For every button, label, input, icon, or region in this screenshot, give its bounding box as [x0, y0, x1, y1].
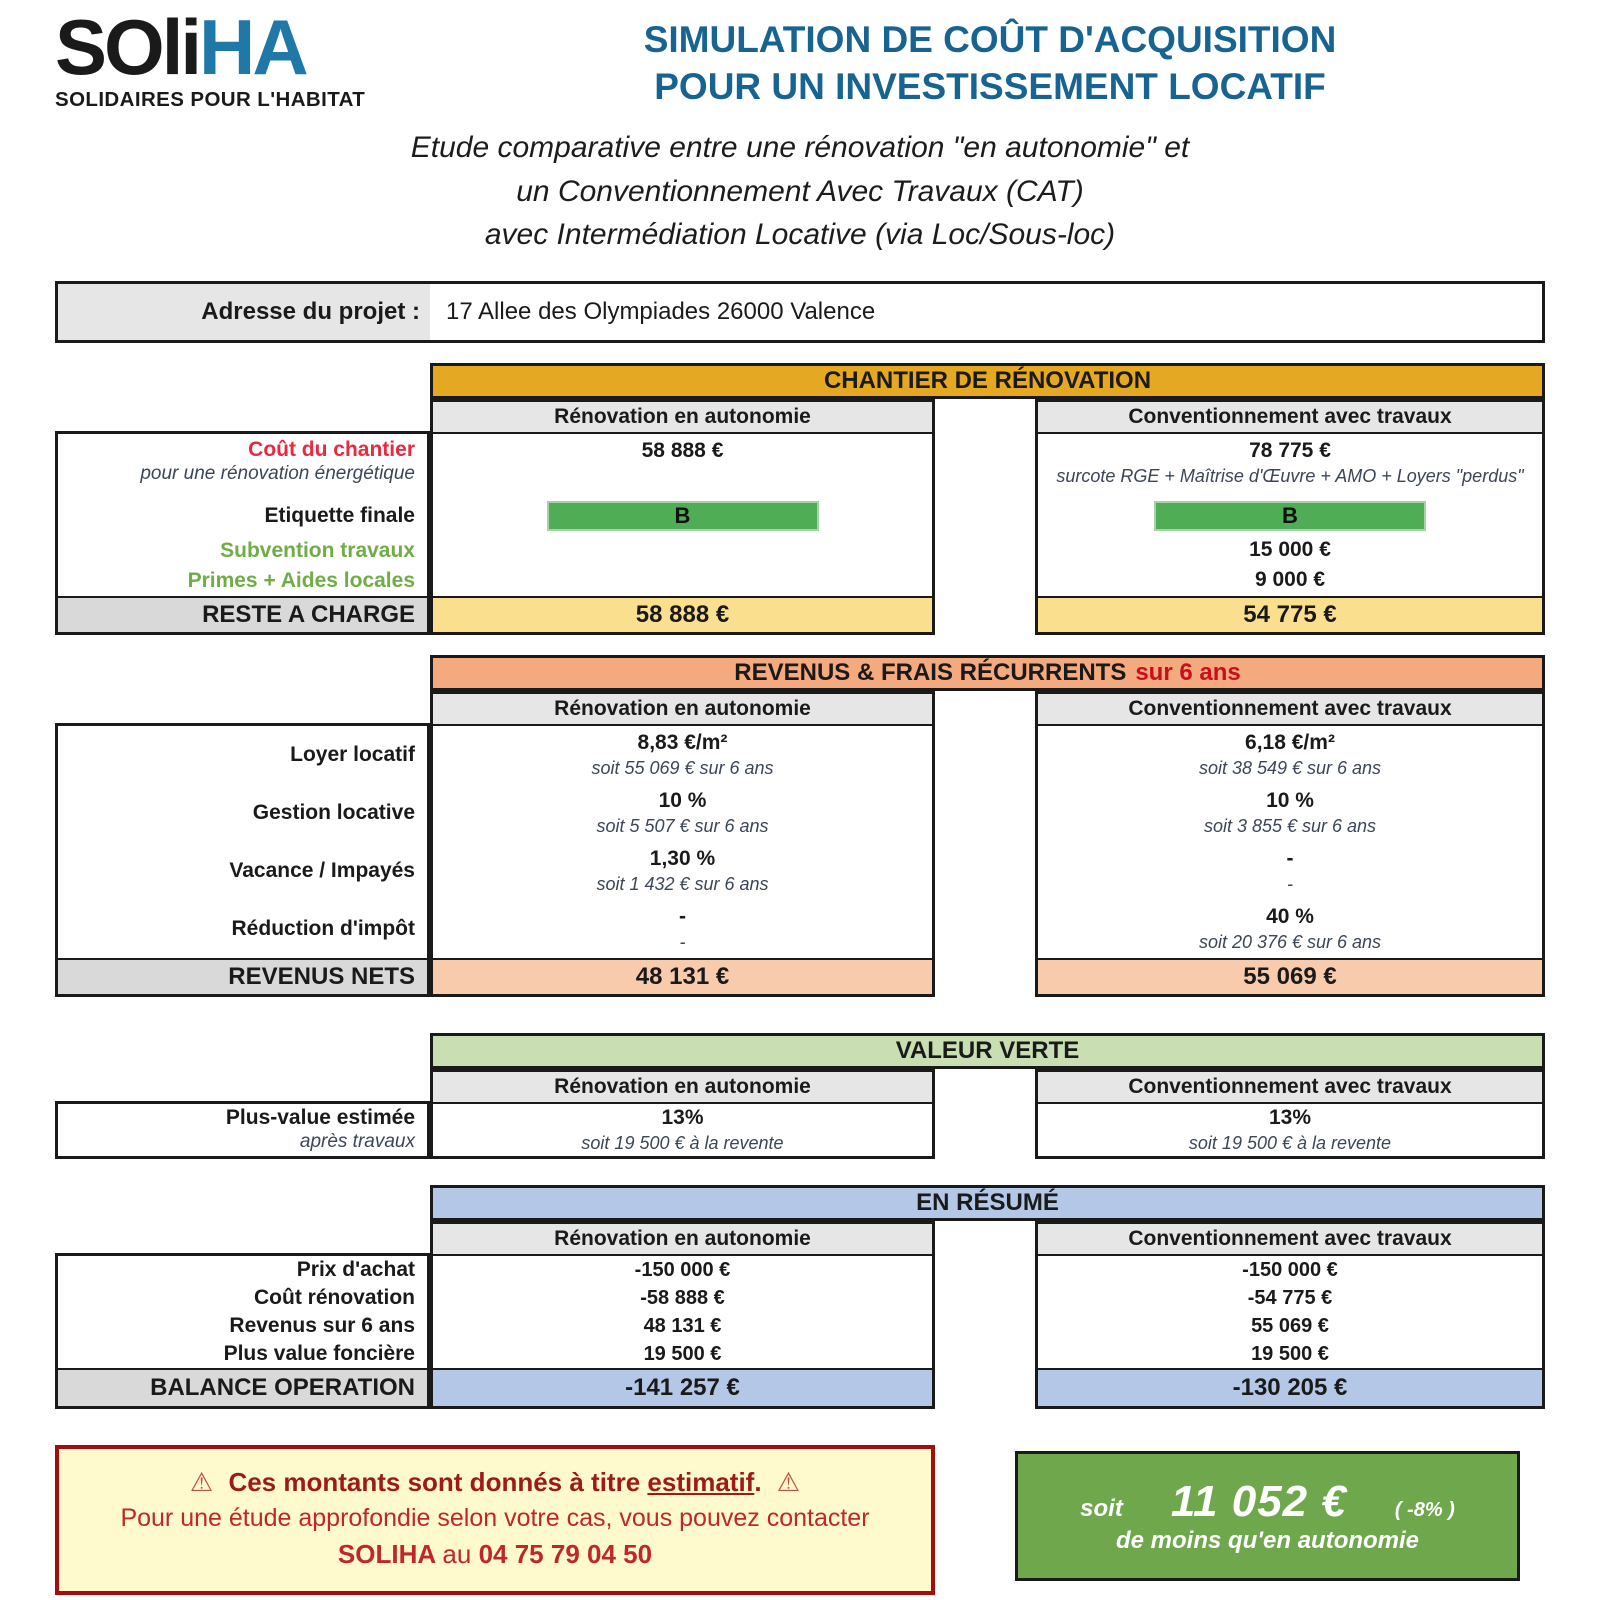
primes-conventionnement-row [1038, 566, 1542, 596]
loyer-conventionnement-row [1038, 726, 1542, 784]
cout-renovation-conventionnement-row [1038, 1284, 1542, 1312]
revenus-nets-label: REVENUS NETS [58, 958, 427, 994]
cout-value-conventionnement: 78 775 € [1249, 438, 1331, 462]
revenus-6ans-autonomie-row [433, 1312, 932, 1340]
cout-renovation-conventionnement: -54 775 € [1247, 1286, 1333, 1309]
warning-icon-right: ⚠ [776, 1466, 801, 1497]
plus-value-fonciere-autonomie-row [433, 1340, 932, 1368]
prix-achat-conventionnement: -150 000 € [1242, 1258, 1338, 1281]
logo-text-black: SOli [55, 3, 200, 91]
subvention-value: 15 000 € [1249, 538, 1331, 562]
document-header [55, 3, 1545, 112]
cout-chantier-label: Coût du chantier [248, 437, 415, 461]
impot-conventionnement-row [1038, 900, 1542, 958]
bottom-row [55, 1445, 1545, 1595]
impot-label-row [58, 900, 427, 958]
primes-label-row [58, 566, 427, 596]
gestion-autonomie-row [433, 784, 932, 842]
section-revenus-header [430, 655, 1545, 691]
plus-value-autonomie-value: 13% [661, 1105, 704, 1129]
resume-col-autonomie [430, 1221, 935, 1409]
gestion-autonomie-value: 10 % [658, 788, 707, 812]
title-line-2: POUR UN INVESTISSEMENT LOCATIF [654, 66, 1326, 108]
impot-autonomie-note: - [679, 932, 686, 953]
section-valeur-header [430, 1033, 1545, 1069]
chantier-col-autonomie [430, 399, 935, 635]
balance-operation-autonomie: -141 257 € [433, 1368, 932, 1406]
logo-tagline: SOLIDAIRES POUR L'HABITAT [55, 88, 366, 112]
cout-renovation-label: Coût rénovation [254, 1286, 415, 1309]
subvention-autonomie-row [433, 536, 932, 566]
revenus-nets-autonomie: 48 131 € [433, 958, 932, 994]
col-header-conventionnement: Conventionnement avec travaux [1038, 402, 1542, 434]
project-address-box [55, 281, 1545, 343]
primes-autonomie-row [433, 566, 932, 596]
dpe-badge-conventionnement: B [1154, 501, 1426, 531]
vacance-label: Vacance / Impayés [229, 859, 415, 882]
subtitle-line-2: un Conventionnement Avec Travaux (CAT) [516, 174, 1084, 208]
disclaimer-mid: au [442, 1539, 472, 1570]
balance-operation-conventionnement: -130 205 € [1038, 1368, 1542, 1406]
prix-achat-label-row [58, 1256, 427, 1284]
disclaimer-phone: 04 75 79 04 50 [478, 1539, 653, 1570]
section-revenus-suffix: sur 6 ans [1135, 658, 1241, 686]
etiquette-label: Etiquette finale [264, 504, 415, 527]
plus-value-fonciere-conventionnement: 19 500 € [1251, 1342, 1329, 1365]
revenus-6ans-autonomie: 48 131 € [643, 1314, 722, 1337]
plus-value-fonciere-conventionnement-row [1038, 1340, 1542, 1368]
reste-a-charge-label: RESTE A CHARGE [58, 596, 427, 632]
savings-summary-box [1015, 1451, 1520, 1581]
col-header-autonomie-4: Rénovation en autonomie [433, 1224, 932, 1256]
plus-value-fonciere-autonomie: 19 500 € [643, 1342, 722, 1365]
col-header-conventionnement-4: Conventionnement avec travaux [1038, 1224, 1542, 1256]
plus-value-sublabel: après travaux [299, 1130, 415, 1152]
plus-value-conventionnement-note: soit 19 500 € à la revente [1188, 1133, 1392, 1154]
col-header-autonomie-2: Rénovation en autonomie [433, 694, 932, 726]
savings-prefix: soit [1080, 1494, 1123, 1522]
section-chantier-title: CHANTIER DE RÉNOVATION [823, 366, 1152, 394]
vacance-autonomie-value: 1,30 % [649, 846, 716, 870]
loyer-conventionnement-value: 6,18 €/m² [1245, 730, 1335, 754]
revenus-labels [55, 723, 430, 997]
gestion-conventionnement-row [1038, 784, 1542, 842]
col-header-autonomie: Rénovation en autonomie [433, 402, 932, 434]
savings-line-2: de moins qu'en autonomie [1115, 1526, 1420, 1554]
subvention-label: Subvention travaux [220, 539, 415, 562]
vacance-label-row [58, 842, 427, 900]
balance-operation-label: BALANCE OPERATION [58, 1368, 427, 1406]
plus-value-label: Plus-value estimée [225, 1105, 415, 1129]
loyer-conventionnement-note: soit 38 549 € sur 6 ans [1198, 758, 1382, 779]
page-title [435, 10, 1545, 111]
valeur-labels [55, 1101, 430, 1159]
disclaimer-line-3 [67, 1537, 923, 1572]
plus-value-autonomie-note: soit 19 500 € à la revente [581, 1133, 784, 1154]
disclaimer-period: . [754, 1466, 762, 1497]
col-header-autonomie-3: Rénovation en autonomie [433, 1072, 932, 1104]
section-resume-title: EN RÉSUMÉ [916, 1188, 1059, 1216]
logo-text-blue: HA [199, 3, 306, 91]
disclaimer-line-2: Pour une étude approfondie selon votre cas, vous pouvez contacter [120, 1503, 870, 1532]
revenus-6ans-label-row [58, 1312, 427, 1340]
section-revenus [55, 655, 1545, 997]
reste-a-charge-conventionnement: 54 775 € [1038, 596, 1542, 632]
primes-value: 9 000 € [1254, 568, 1326, 592]
section-valeur-title: VALEUR VERTE [895, 1036, 1080, 1064]
loyer-label: Loyer locatif [290, 743, 415, 766]
disclaimer-line-1 [67, 1465, 923, 1500]
title-line-1: SIMULATION DE COÛT D'ACQUISITION [643, 19, 1337, 60]
savings-amount: 11 052 € [1170, 1476, 1347, 1526]
gestion-label: Gestion locative [252, 801, 415, 824]
prix-achat-label: Prix d'achat [296, 1258, 415, 1281]
impot-autonomie-value: - [679, 904, 686, 928]
loyer-autonomie-note: soit 55 069 € sur 6 ans [591, 758, 774, 779]
address-value: 17 Allee des Olympiades 26000 Valence [430, 284, 1542, 340]
vacance-conventionnement-value: - [1286, 846, 1294, 870]
subtitle [55, 126, 1545, 257]
subvention-label-row [58, 536, 427, 566]
etiquette-conventionnement-row [1038, 496, 1542, 536]
section-chantier [55, 363, 1545, 635]
gestion-label-row [58, 784, 427, 842]
vacance-autonomie-note: soit 1 432 € sur 6 ans [596, 874, 769, 895]
soliha-logo [55, 3, 435, 112]
impot-autonomie-row [433, 900, 932, 958]
chantier-labels [55, 431, 430, 635]
savings-line-1 [1080, 1477, 1455, 1527]
soliha-logo-wordmark [55, 3, 435, 91]
col-header-conventionnement-3: Conventionnement avec travaux [1038, 1072, 1542, 1104]
revenus-6ans-conventionnement-row [1038, 1312, 1542, 1340]
section-resume [55, 1185, 1545, 1409]
subtitle-line-3: avec Intermédiation Locative (via Loc/Sous-loc) [484, 218, 1116, 252]
etiquette-autonomie-row [433, 496, 932, 536]
resume-col-conventionnement [1035, 1221, 1545, 1409]
revenus-nets-conventionnement: 55 069 € [1038, 958, 1542, 994]
disclaimer-text: Ces montants sont donnés à titre [228, 1466, 641, 1497]
etiquette-label-row [58, 496, 427, 536]
subtitle-line-1: Etude comparative entre une rénovation "en autonomie" et [410, 131, 1190, 165]
dpe-badge-autonomie: B [547, 501, 819, 531]
vacance-autonomie-row [433, 842, 932, 900]
plus-value-fonciere-label: Plus value foncière [223, 1342, 415, 1365]
gestion-conventionnement-value: 10 % [1266, 788, 1314, 812]
impot-conventionnement-note: soit 20 376 € sur 6 ans [1198, 932, 1382, 953]
cout-value-conventionnement-row [1038, 434, 1542, 496]
loyer-autonomie-row [433, 726, 932, 784]
revenus-col-conventionnement [1035, 691, 1545, 997]
valeur-col-conventionnement [1035, 1069, 1545, 1159]
valeur-col-autonomie [430, 1069, 935, 1159]
section-resume-header [430, 1185, 1545, 1221]
vacance-conventionnement-row [1038, 842, 1542, 900]
prix-achat-conventionnement-row [1038, 1256, 1542, 1284]
cout-renovation-autonomie-row [433, 1284, 932, 1312]
revenus-col-autonomie [430, 691, 935, 997]
prix-achat-autonomie: -150 000 € [634, 1258, 731, 1281]
disclaimer-box [55, 1445, 935, 1595]
revenus-6ans-label: Revenus sur 6 ans [229, 1314, 415, 1337]
cout-value-autonomie: 58 888 € [641, 438, 724, 462]
revenus-6ans-conventionnement: 55 069 € [1251, 1314, 1329, 1337]
plus-value-conventionnement-row [1038, 1104, 1542, 1156]
impot-conventionnement-value: 40 % [1266, 904, 1314, 928]
prix-achat-autonomie-row [433, 1256, 932, 1284]
resume-labels [55, 1253, 430, 1409]
loyer-label-row [58, 726, 427, 784]
disclaimer-org: SOLIHA [337, 1539, 436, 1570]
vacance-conventionnement-note: - [1287, 874, 1293, 895]
address-label: Adresse du projet : [58, 284, 430, 340]
plus-value-fonciere-label-row [58, 1340, 427, 1368]
disclaimer-underlined-word: estimatif [647, 1466, 755, 1497]
cout-chantier-sublabel: pour une rénovation énergétique [140, 462, 415, 484]
cout-renovation-autonomie: -58 888 € [640, 1286, 725, 1309]
reste-a-charge-autonomie: 58 888 € [433, 596, 932, 632]
section-revenus-title: REVENUS & FRAIS RÉCURRENTS [734, 658, 1127, 686]
section-valeur-verte [55, 1033, 1545, 1159]
chantier-cout-label-row [58, 434, 427, 496]
cout-note-conventionnement: surcote RGE + Maîtrise d'Œuvre + AMO + Loyers "perdus" [1056, 465, 1524, 486]
chantier-col-conventionnement [1035, 399, 1545, 635]
plus-value-conventionnement-value: 13% [1268, 1105, 1312, 1129]
warning-icon-left: ⚠ [189, 1466, 214, 1497]
cout-value-autonomie-row [433, 434, 932, 496]
section-chantier-header [430, 363, 1545, 399]
impot-label: Réduction d'impôt [231, 917, 415, 940]
gestion-conventionnement-note: soit 3 855 € sur 6 ans [1203, 816, 1377, 837]
cout-renovation-label-row [58, 1284, 427, 1312]
primes-label: Primes + Aides locales [187, 569, 415, 592]
loyer-autonomie-value: 8,83 €/m² [637, 730, 728, 754]
subvention-conventionnement-row [1038, 536, 1542, 566]
col-header-conventionnement-2: Conventionnement avec travaux [1038, 694, 1542, 726]
plus-value-autonomie-row [433, 1104, 932, 1156]
savings-percent: ( -8% ) [1394, 1498, 1455, 1521]
gestion-autonomie-note: soit 5 507 € sur 6 ans [596, 816, 769, 837]
plus-value-label-row [58, 1104, 427, 1156]
